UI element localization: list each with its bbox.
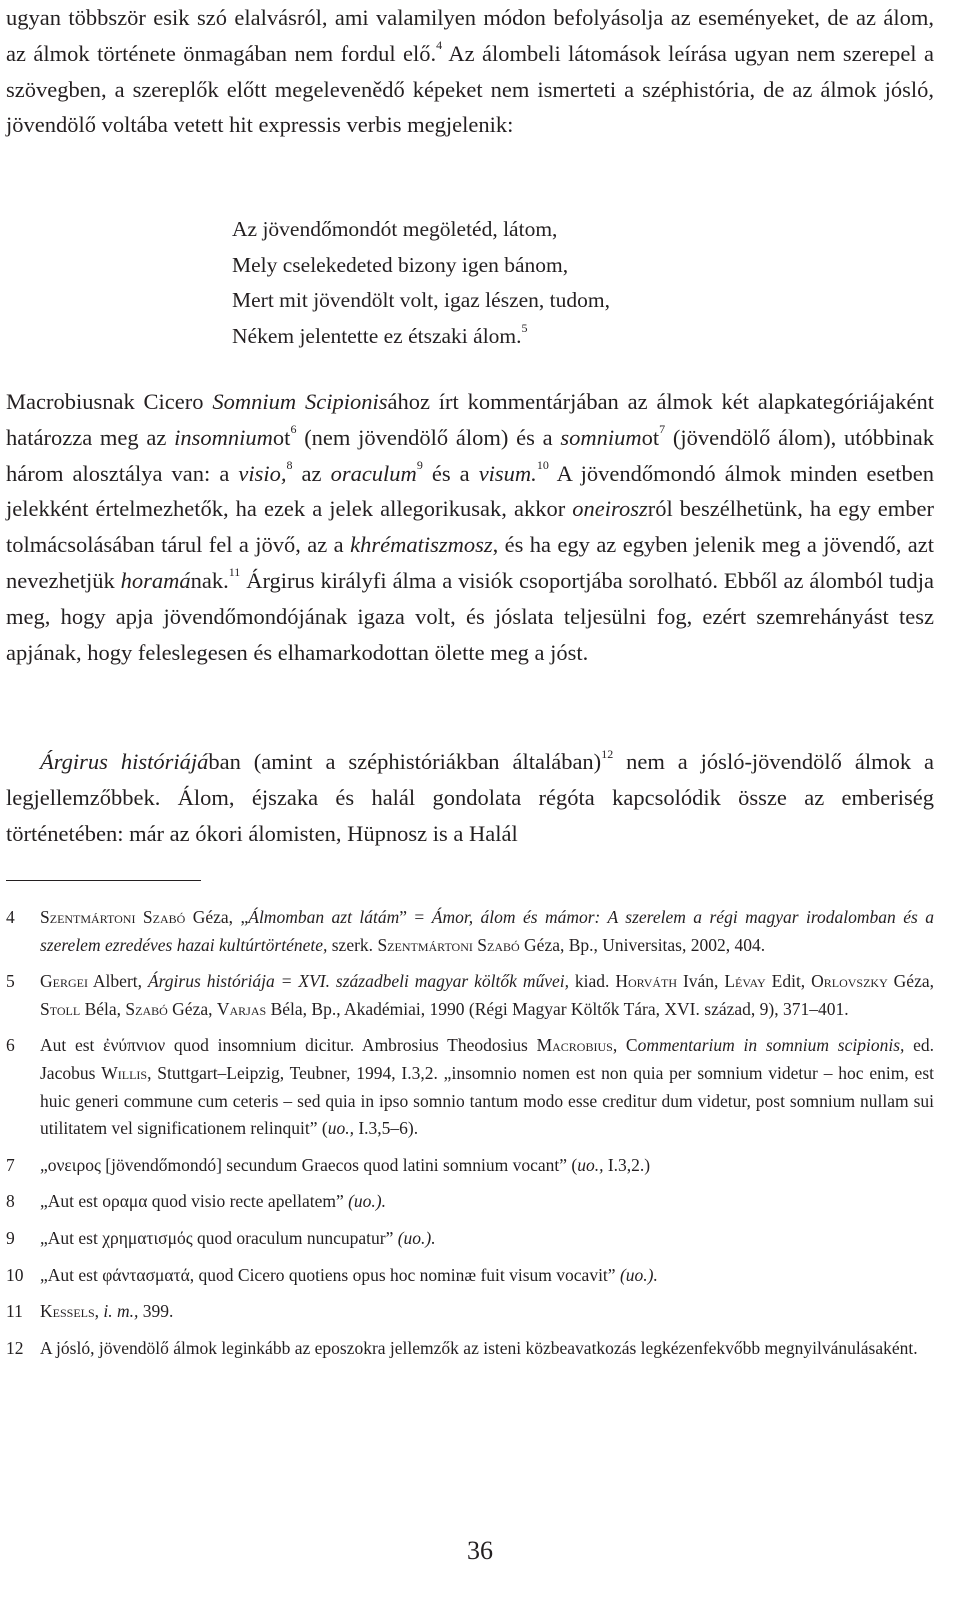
footnote-ref: 12 <box>601 746 614 761</box>
text-run: ban (amint a széphistóriákban általában) <box>208 749 602 774</box>
verse-line-4-text: Nékem jelentette ez étszaki álom. <box>232 323 522 348</box>
footnote-ref: 10 <box>536 458 549 473</box>
text-run: Géza, Bp., Universitas, 2002, 404. <box>519 934 766 955</box>
verse-quotation <box>232 212 610 354</box>
body-paragraph-2 <box>6 384 934 670</box>
footnote-ref: 4 <box>436 38 443 53</box>
text-run: Géza, <box>887 971 934 992</box>
text-run: Árgirus históriájá <box>40 749 209 774</box>
footnote-ref: 7 <box>659 422 666 437</box>
footnote-text <box>40 1301 173 1321</box>
text-run: I.3,5–6). <box>353 1118 419 1139</box>
footnote-ref-5: 5 <box>521 320 528 335</box>
text-run: i. m., <box>103 1301 139 1322</box>
text-run: (nem jövendölő álom) és a <box>296 424 561 450</box>
text-run: uo., <box>577 1154 604 1175</box>
text-run: „Aut est χρηματισμός quod oraculum nuncupatur” <box>40 1227 398 1248</box>
footnote-text <box>40 1265 658 1285</box>
text-run: visio, <box>238 460 287 486</box>
text-run: 399. <box>138 1301 174 1322</box>
footnote-item <box>6 968 934 1023</box>
footnote-ref: 6 <box>290 422 297 437</box>
footnote-ref: 9 <box>416 458 423 473</box>
verse-line-1: Az jövendőmondót megöletéd, látom, <box>232 217 558 241</box>
text-run: az <box>292 460 331 486</box>
text-run: Albert, <box>87 971 148 992</box>
text-run: khrématiszmosz <box>350 532 493 558</box>
text-run: szerk. <box>327 934 378 955</box>
text-run: oraculum <box>330 460 417 486</box>
text-run: ához írt kommentárjában az álmok két alapkategóriájaként határozza meg az <box>6 389 934 450</box>
text-run: , C <box>612 1035 638 1056</box>
verse-line-4 <box>232 319 610 355</box>
text-run: Gergei <box>40 971 88 992</box>
footnote-number: 11 <box>6 1301 23 1322</box>
text-run: „Aut est φάντασματά, quod Cicero quotiens opus hoc nominæ fuit visum vocavit” <box>40 1264 620 1285</box>
footnote-item <box>6 1152 934 1180</box>
text-run: ot <box>641 424 660 450</box>
text-run: somnium <box>560 424 642 450</box>
text-run: (uo.). <box>348 1191 387 1212</box>
footnote-item <box>6 1335 934 1363</box>
footnote-text <box>40 907 934 955</box>
text-run: Árgirus históriája = XVI. századbeli magyar költők művei, <box>147 971 569 992</box>
footnote-number: 12 <box>6 1337 24 1358</box>
text-run: „ονειρος [jövendőmondó] secundum Graecos quod latini somnium vocant” ( <box>40 1154 578 1175</box>
text-run: Lévay <box>724 971 766 992</box>
footnote-separator <box>6 880 201 881</box>
text-run: Orlovszky <box>811 971 888 992</box>
text-run: Macrobiusnak Cicero <box>6 389 213 414</box>
footnote-number: 8 <box>6 1191 15 1212</box>
verse-line-2: Mely cselekedeted bizony igen bánom, <box>232 252 569 277</box>
footnote-text <box>40 1191 386 1211</box>
text-run: , <box>94 1301 104 1322</box>
text-run: Stoll <box>40 998 81 1019</box>
footnote-number: 9 <box>6 1227 15 1248</box>
text-run: Willis <box>101 1062 148 1083</box>
footnote-item <box>6 1262 934 1290</box>
footnote-number: 7 <box>6 1154 15 1175</box>
text-run: Macrobius <box>536 1035 613 1056</box>
text-run: kiad. <box>568 971 616 992</box>
text-run: oneirosz <box>572 496 648 522</box>
text-run: Az álombeli látomások leírása ugyan nem szerepel a szövegben, a szereplők előtt megelevenědő képeket nem ismerteti a széphistória, de az álmok jósló, jövendölő voltába vetett hit expressis verbis megjelenik: <box>6 40 934 138</box>
text-run: visum. <box>478 460 537 486</box>
footnote-item <box>6 1188 934 1216</box>
text-run: (jövendölő álom), utóbbinak három alosztálya van: a <box>6 424 935 486</box>
footnote-number: 5 <box>6 971 15 992</box>
body-paragraph-3 <box>6 744 934 851</box>
text-run: Varjas <box>216 998 267 1019</box>
footnote-item <box>6 904 934 959</box>
text-run: nak. <box>190 567 229 593</box>
verse-line-3: Mert mit jövendölt volt, igaz lészen, tudom, <box>232 288 610 313</box>
text-run: horamá <box>120 567 191 593</box>
text-run: I.3,2.) <box>603 1154 651 1175</box>
footnote-text <box>40 1035 934 1138</box>
footnotes-list <box>6 904 934 1371</box>
text-run: Iván, <box>677 971 725 992</box>
text-run: Edit, <box>765 971 812 992</box>
footnote-text <box>40 1338 918 1358</box>
text-run: nem a jósló-jövendölő álmok a legjellemzőbbek. Álom, éjszaka és halál gondolata régóta kapcsolódik össze az emberiség történetében: már az ókori álomisten, Hüpnosz is a Halál <box>6 749 934 846</box>
text-run: , Stuttgart–Leipzig, Teubner, 1994, I.3,2. „insomnio nomen est non quia per somnium videtur – hoc enim, est huic generi commune cum ceteris – sed quia in ipso somnio tantum modo esse creditur dum videtur, post somnium nullam sui utilitatem vel significationem relinquit” ( <box>40 1062 934 1139</box>
text-run: ot <box>272 424 291 450</box>
footnote-number: 10 <box>6 1264 24 1285</box>
text-run: (uo.). <box>397 1227 436 1248</box>
text-run: insomnium <box>174 424 273 450</box>
footnote-number: 6 <box>6 1035 15 1056</box>
text-run: (uo.). <box>619 1264 658 1285</box>
text-run: Géza, „ <box>185 907 249 927</box>
text-run: „Aut est οραμα quod visio recte apellatem” <box>40 1191 349 1212</box>
text-run: Horváth <box>615 971 678 992</box>
body-paragraph-1 <box>6 0 934 143</box>
text-run: Aut est ἐνύπνιον quod insomnium dicitur. Ambrosius Theodosius <box>40 1035 537 1056</box>
text-run: ed. Jacobus <box>40 1035 934 1083</box>
text-run: Géza, <box>167 998 217 1019</box>
text-run: ról beszélhetünk, ha egy ember tolmácsolásában tárul fel a jövő, az a <box>6 496 935 558</box>
text-run: A jósló, jövendölő álmok leginkább az eposzokra jellemzők az isteni közbeavatkozás legkézenfekvőbb megnyilvánulásaként. <box>40 1337 918 1358</box>
text-run: Ámor, álom és mámor: A szerelem a régi magyar irodalomban és a szerelem ezredéves hazai kultúrtörténete, <box>40 907 934 955</box>
text-run: Szabó <box>125 998 168 1019</box>
page-number: 36 <box>467 1536 493 1565</box>
text-run: Béla, Bp., Akadémiai, 1990 (Régi Magyar Költők Tára, XVI. század, 9), 371–401. <box>266 998 849 1019</box>
text-run: és a <box>422 460 479 486</box>
footnote-text <box>40 1228 436 1248</box>
footnote-ref: 11 <box>228 565 241 580</box>
footnote-item <box>6 1298 934 1326</box>
footnote-item <box>6 1225 934 1253</box>
text-run: Béla, <box>80 998 126 1019</box>
text-run: A jövendőmondó álmok minden esetben jelekként értelmezhetők, ha ezek a jelek allegorikusak, akkor <box>6 460 934 522</box>
text-run: ommentarium in somnium scipionis, <box>637 1035 905 1056</box>
text-run: Szentmártoni Szabó <box>40 907 186 927</box>
text-run: ” = <box>399 907 432 927</box>
footnote-number: 4 <box>6 907 15 927</box>
text-run: uo., <box>327 1118 354 1139</box>
footnote-text <box>40 1155 650 1175</box>
text-run: Kessels <box>40 1301 95 1322</box>
text-run: Szentmártoni Szabó <box>377 934 520 955</box>
text-run: Álmomban azt látám <box>248 907 400 927</box>
footnote-item <box>6 1032 934 1142</box>
footnote-ref: 8 <box>286 458 293 473</box>
text-run: , és ha egy az egyben jelenik meg a jövendő, azt nevezhetjük <box>6 532 934 593</box>
text-run: ugyan többször esik szó elalvásról, ami valamilyen módon befolyásolja az eseményeket, de az álom, az álmok története önmagában nem fordul elő. <box>6 5 934 66</box>
footnote-text <box>40 971 934 1019</box>
text-run: Árgirus királyfi álma a visiók csoportjába sorolható. Ebből az álomból tudja meg, hogy apja jövendőmondójának igaza volt, és jóslata teljesülni fog, ezért szemrehányást tesz apjának, hogy feleslegesen és elhamarkodottan ölette meg a jóst. <box>6 567 934 665</box>
text-run: Somnium Scipionis <box>212 389 388 414</box>
